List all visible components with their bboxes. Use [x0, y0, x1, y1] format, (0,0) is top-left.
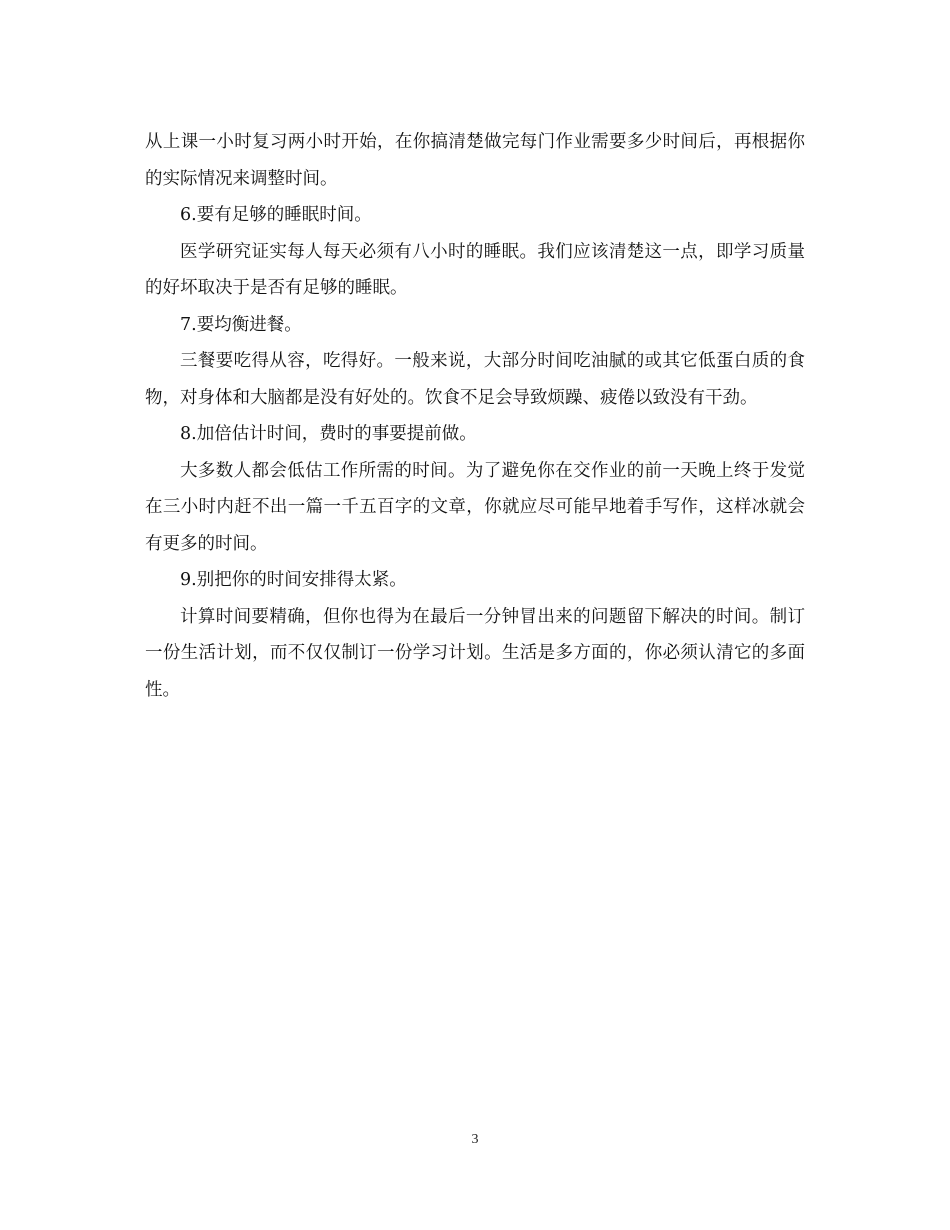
heading-schedule-not-tight: 9.别把你的时间安排得太紧。: [180, 570, 407, 590]
page-number: 3: [471, 1132, 479, 1147]
paragraph-schedule: 计算时间要精确，但你也得为在最后一分钟冒出来的问题留下解决的时间。制订一份生活计划，而不仅仅制订一份学习计划。生活是多方面的，你必须认清它的多面性。: [145, 606, 805, 700]
paragraph-continuation: 从上课一小时复习两小时开始，在你搞清楚做完每门作业需要多少时间后，再根据你的实际情况来调整时间。: [145, 132, 805, 189]
document-body: [145, 124, 805, 708]
heading-estimate-time: 8.加倍估计时间，费时的事要提前做。: [180, 424, 477, 444]
paragraph-estimate-time: 大多数人都会低估工作所需的时间。为了避免你在交作业的前一天晚上终于发觉在三小时内赶不出一篇一千五百字的文章，你就应尽可能早地着手写作，这样冰就会有更多的时间。: [145, 460, 805, 554]
heading-balanced-meals: 7.要均衡进餐。: [180, 314, 302, 335]
paragraph-meals: 三餐要吃得从容，吃得好。一般来说，大部分时间吃油腻的或其它低蛋白质的食物，对身体和大脑都是没有好处的。饮食不足会导致烦躁、疲倦以致没有干劲。: [145, 351, 805, 408]
paragraph-sleep: 医学研究证实每人每天必须有八小时的睡眠。我们应该清楚这一点，即学习质量的好坏取决于是否有足够的睡眠。: [145, 241, 805, 298]
heading-sleep-time: 6.要有足够的睡眠时间。: [180, 205, 372, 225]
